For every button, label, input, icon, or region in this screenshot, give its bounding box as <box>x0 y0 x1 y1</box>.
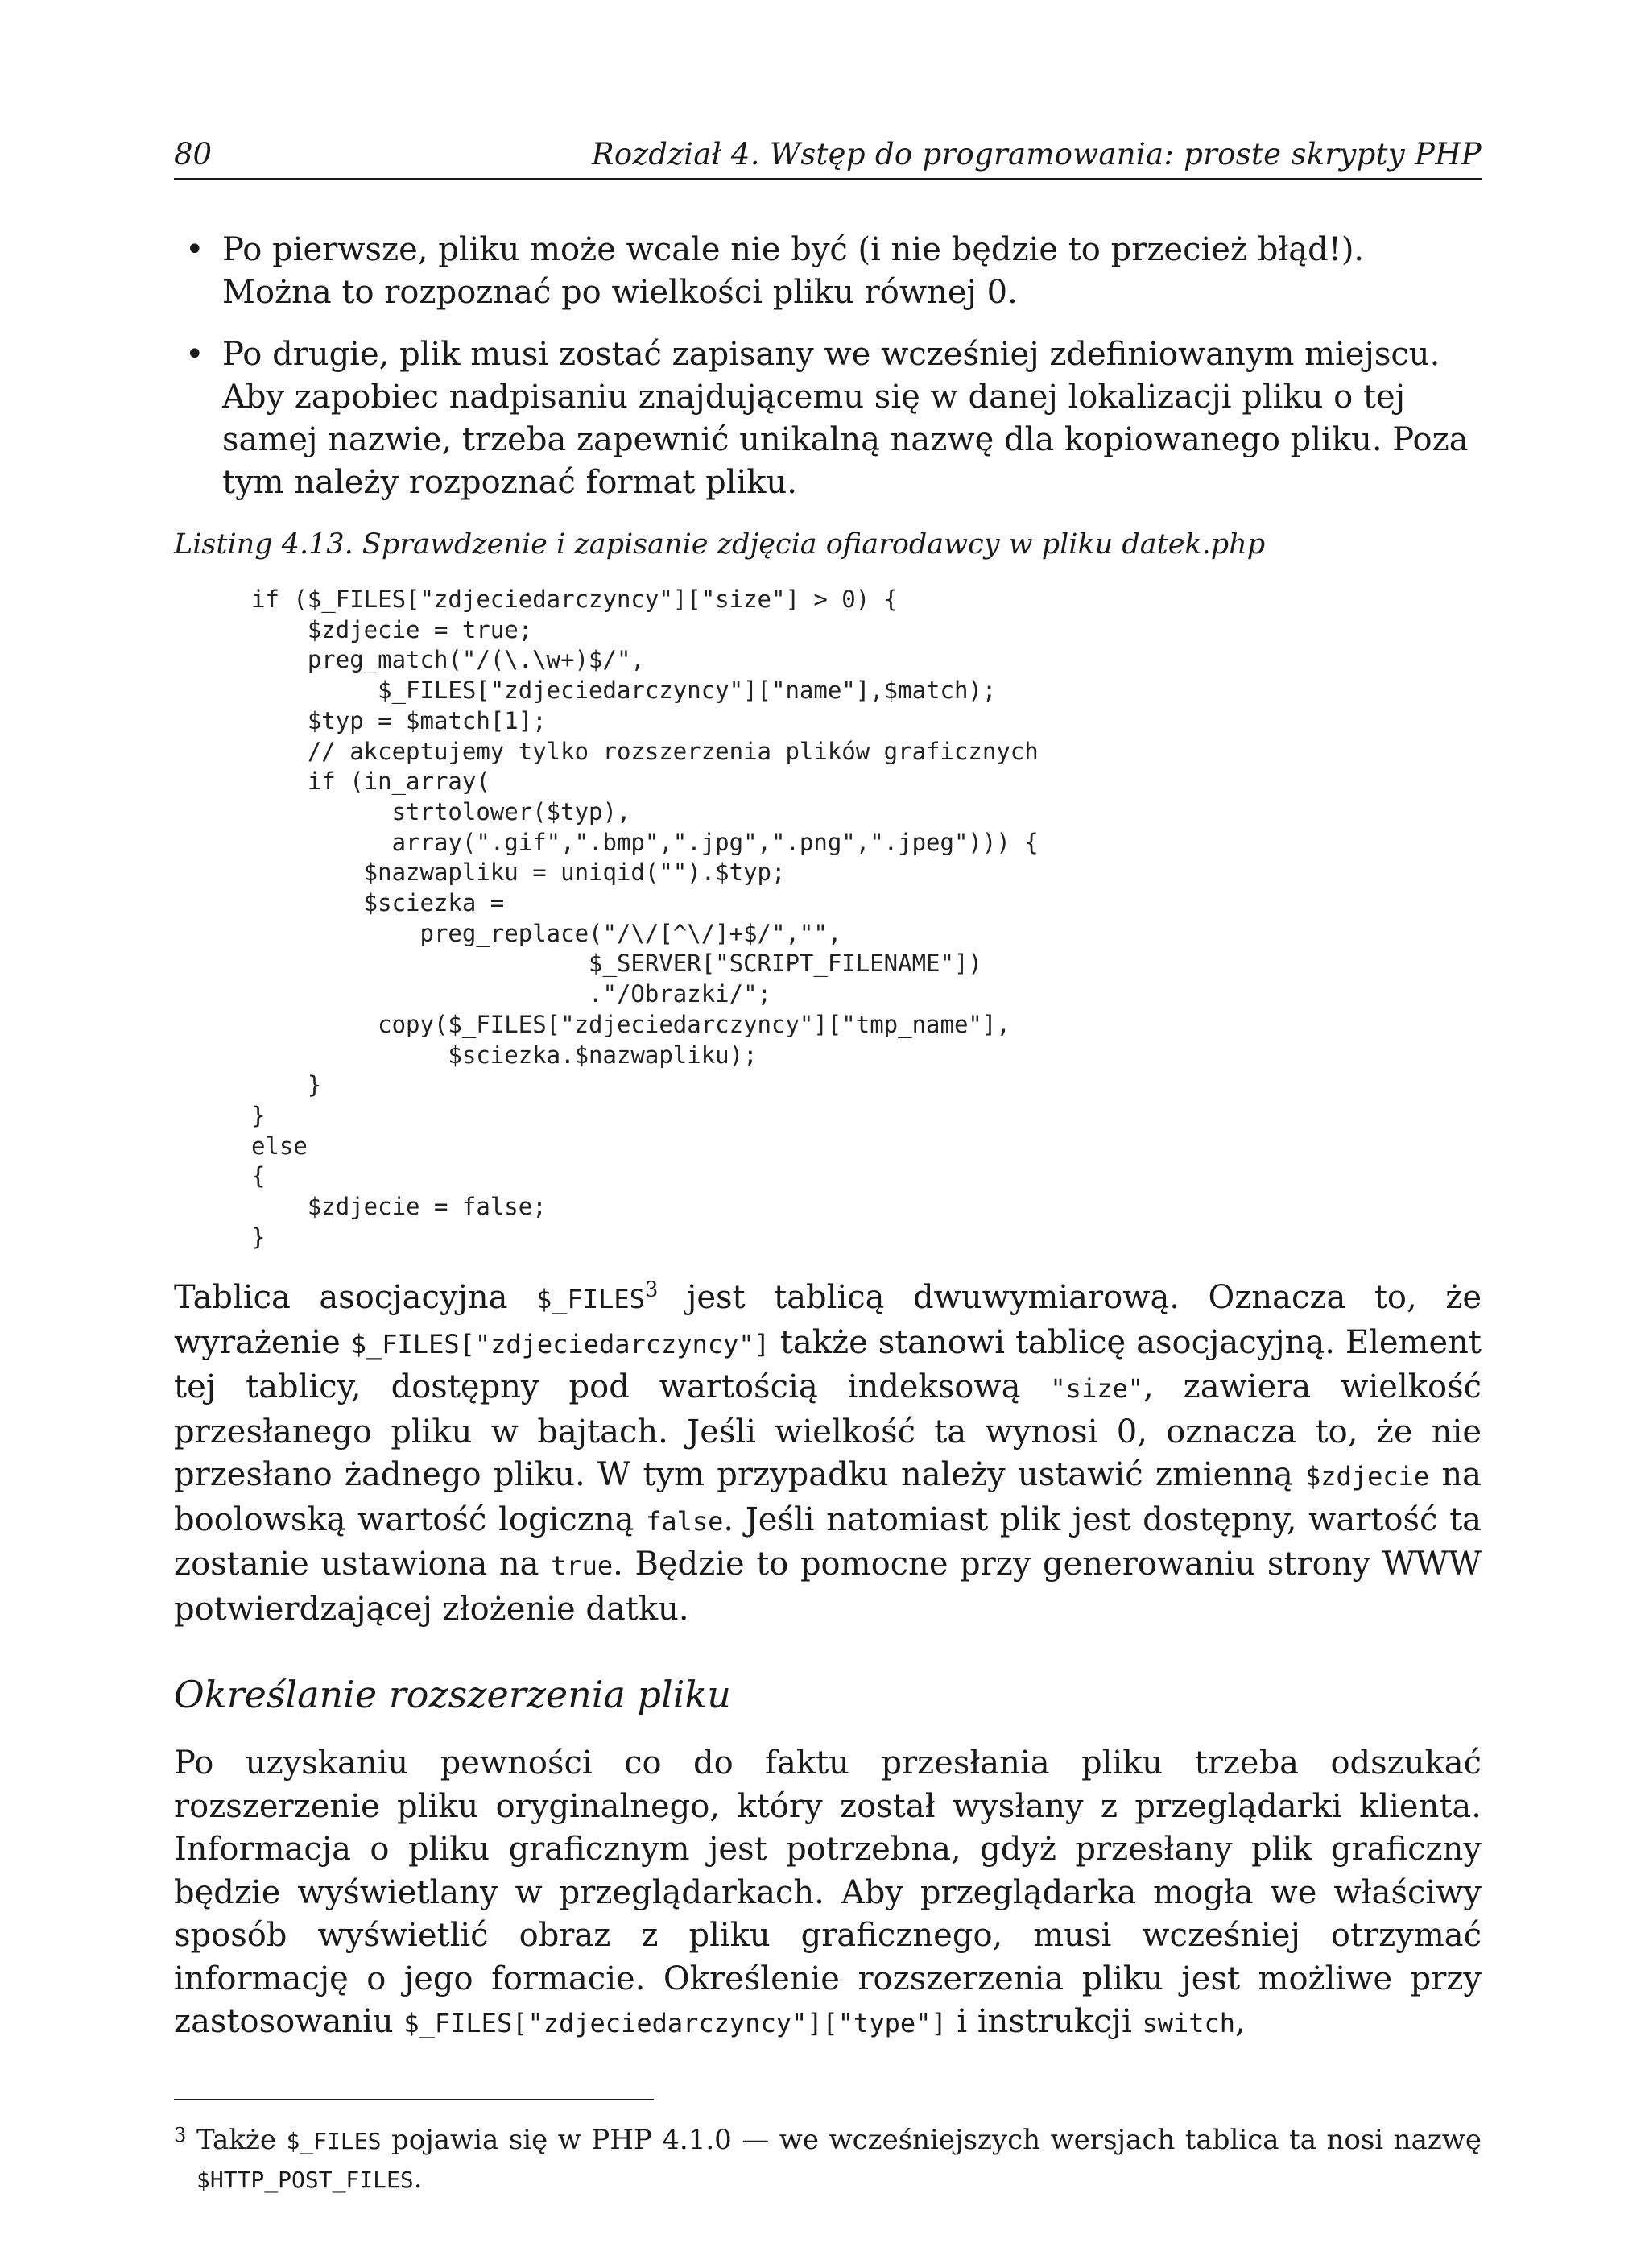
list-item <box>174 229 1482 314</box>
code-inline: "size" <box>1050 1373 1143 1405</box>
code-listing: if ($_FILES["zdjeciedarczyncy"]["size"] > 0) { $zdjecie = true; preg_match("/(\.\w+)$/", $_FILES["zdjeciedarczyncy"]["name"],$match); $typ = $match[1]; // akceptujemy tylko rozszerzenia plików graficznych if (in_array( strtolower($typ), array(".gif",".bmp",".jpg",".png",".jpeg"))) { $nazwapliku = uniqid("").$typ; $sciezka = preg_replace("/\/[^\/]+$/","", $_SERVER["SCRIPT_FILENAME"]) ."/Obrazki/"; copy($_FILES["zdjeciedarczyncy"]["tmp_name"], $sciezka.$nazwapliku); } } else { $zdjecie = false; } <box>251 586 1039 1251</box>
code-inline: switch <box>1142 2008 1236 2039</box>
code-inline: false <box>646 1505 724 1537</box>
text-run: Tablica asocjacyjna <box>174 1279 537 1317</box>
code-inline: $_FILES["zdjeciedarczyncy"] <box>350 1328 770 1360</box>
text-run: i instrukcji <box>946 2003 1143 2041</box>
text-run: jest tablicą dwuwymiarową. Oznacza to, że wyrażenie <box>174 1279 1482 1361</box>
bullet-text: Po pierwsze, pliku może wcale nie być (i nie będzie to przecież błąd!). Można to rozpoznać po wielkości pliku równej 0. <box>222 231 1365 311</box>
footnote-divider <box>174 2099 654 2100</box>
running-header <box>174 137 1482 180</box>
section-heading: Określanie rozszerzenia pliku <box>174 1673 731 1717</box>
text-run: , zawiera wielkość przesłanego pliku w bajtach. Jeśli wielkość ta wynosi 0, oznacza to, że nie przesłano żadnego pliku. W tym przypadku należy ustawić zmienną <box>174 1368 1482 1494</box>
listing-caption: Listing 4.13. Sprawdzenie i zapisanie zdjęcia ofiarodawcy w pliku datek.php <box>174 528 1266 561</box>
code-inline: $_FILES["zdjeciedarczyncy"]["type"] <box>403 2008 947 2039</box>
text-run: także stanowi tablicę asocjacyjną. Element tej tablicy, dostępny pod wartością indeksową <box>174 1323 1482 1406</box>
running-title: Rozdział 4. Wstęp do programowania: proste skrypty PHP <box>591 137 1482 172</box>
text-run: . Jeśli natomiast plik jest dostępny, wartość ta zostanie ustawiona na <box>174 1500 1482 1583</box>
text-run: na boolowską wartość logiczną <box>174 1456 1482 1538</box>
footnote-ref: 3 <box>644 1278 659 1303</box>
page-number: 80 <box>174 137 213 172</box>
bullet-text: Po drugie, plik musi zostać zapisany we wcześniej zdefiniowanym miejscu. Aby zapobiec nadpisaniu znajdującemu się w danej lokalizacji pliku o tej samej nazwie, trzeba zapewnić unikalną nazwę dla kopiowanego pliku. Poza tym należy rozpoznać format pliku. <box>222 336 1469 501</box>
paragraph-files-array <box>174 1277 1482 1631</box>
text-run: , <box>1235 2003 1246 2041</box>
footnote-number: 3 <box>174 2123 187 2146</box>
code-inline: $_FILES <box>286 2127 382 2154</box>
bullet-list <box>174 229 1482 504</box>
text-run: Także <box>196 2123 287 2156</box>
text-run: . Będzie to pomocne przy generowaniu strony WWW potwierdzającej złożenie datku. <box>174 1546 1482 1628</box>
text-run: pojawia się w PHP 4.1.0 — we wcześniejszych wersjach tablica ta nosi nazwę <box>381 2123 1482 2156</box>
text-run: Po uzyskaniu pewności co do faktu przesłania pliku trzeba odszukać rozszerzenie pliku oryginalnego, który został wysłany z przeglądarki klienta. Informacja o pliku graficznym jest potrzebna, gdyż przesłany plik graficzny będzie wyświetlany w przeglądarkach. Aby przeglądarka mogła we właściwy sposób wyświetlić obraz z pliku graficznego, musi wcześniej otrzymać informację o jego formacie. Określenie rozszerzenia pliku jest możliwe przy zastosowaniu <box>174 1744 1482 2041</box>
paragraph-file-extension <box>174 1742 1482 2046</box>
text-run: . <box>413 2162 423 2195</box>
code-inline: $_FILES <box>536 1284 645 1315</box>
bullet-mark: • <box>185 231 205 268</box>
footnote <box>174 2121 1482 2199</box>
code-inline: $zdjecie <box>1305 1461 1430 1492</box>
bullet-mark: • <box>185 336 205 373</box>
code-inline: true <box>551 1550 614 1582</box>
code-inline: $HTTP_POST_FILES <box>196 2166 414 2193</box>
book-page <box>174 137 1482 2226</box>
list-item <box>174 333 1482 504</box>
